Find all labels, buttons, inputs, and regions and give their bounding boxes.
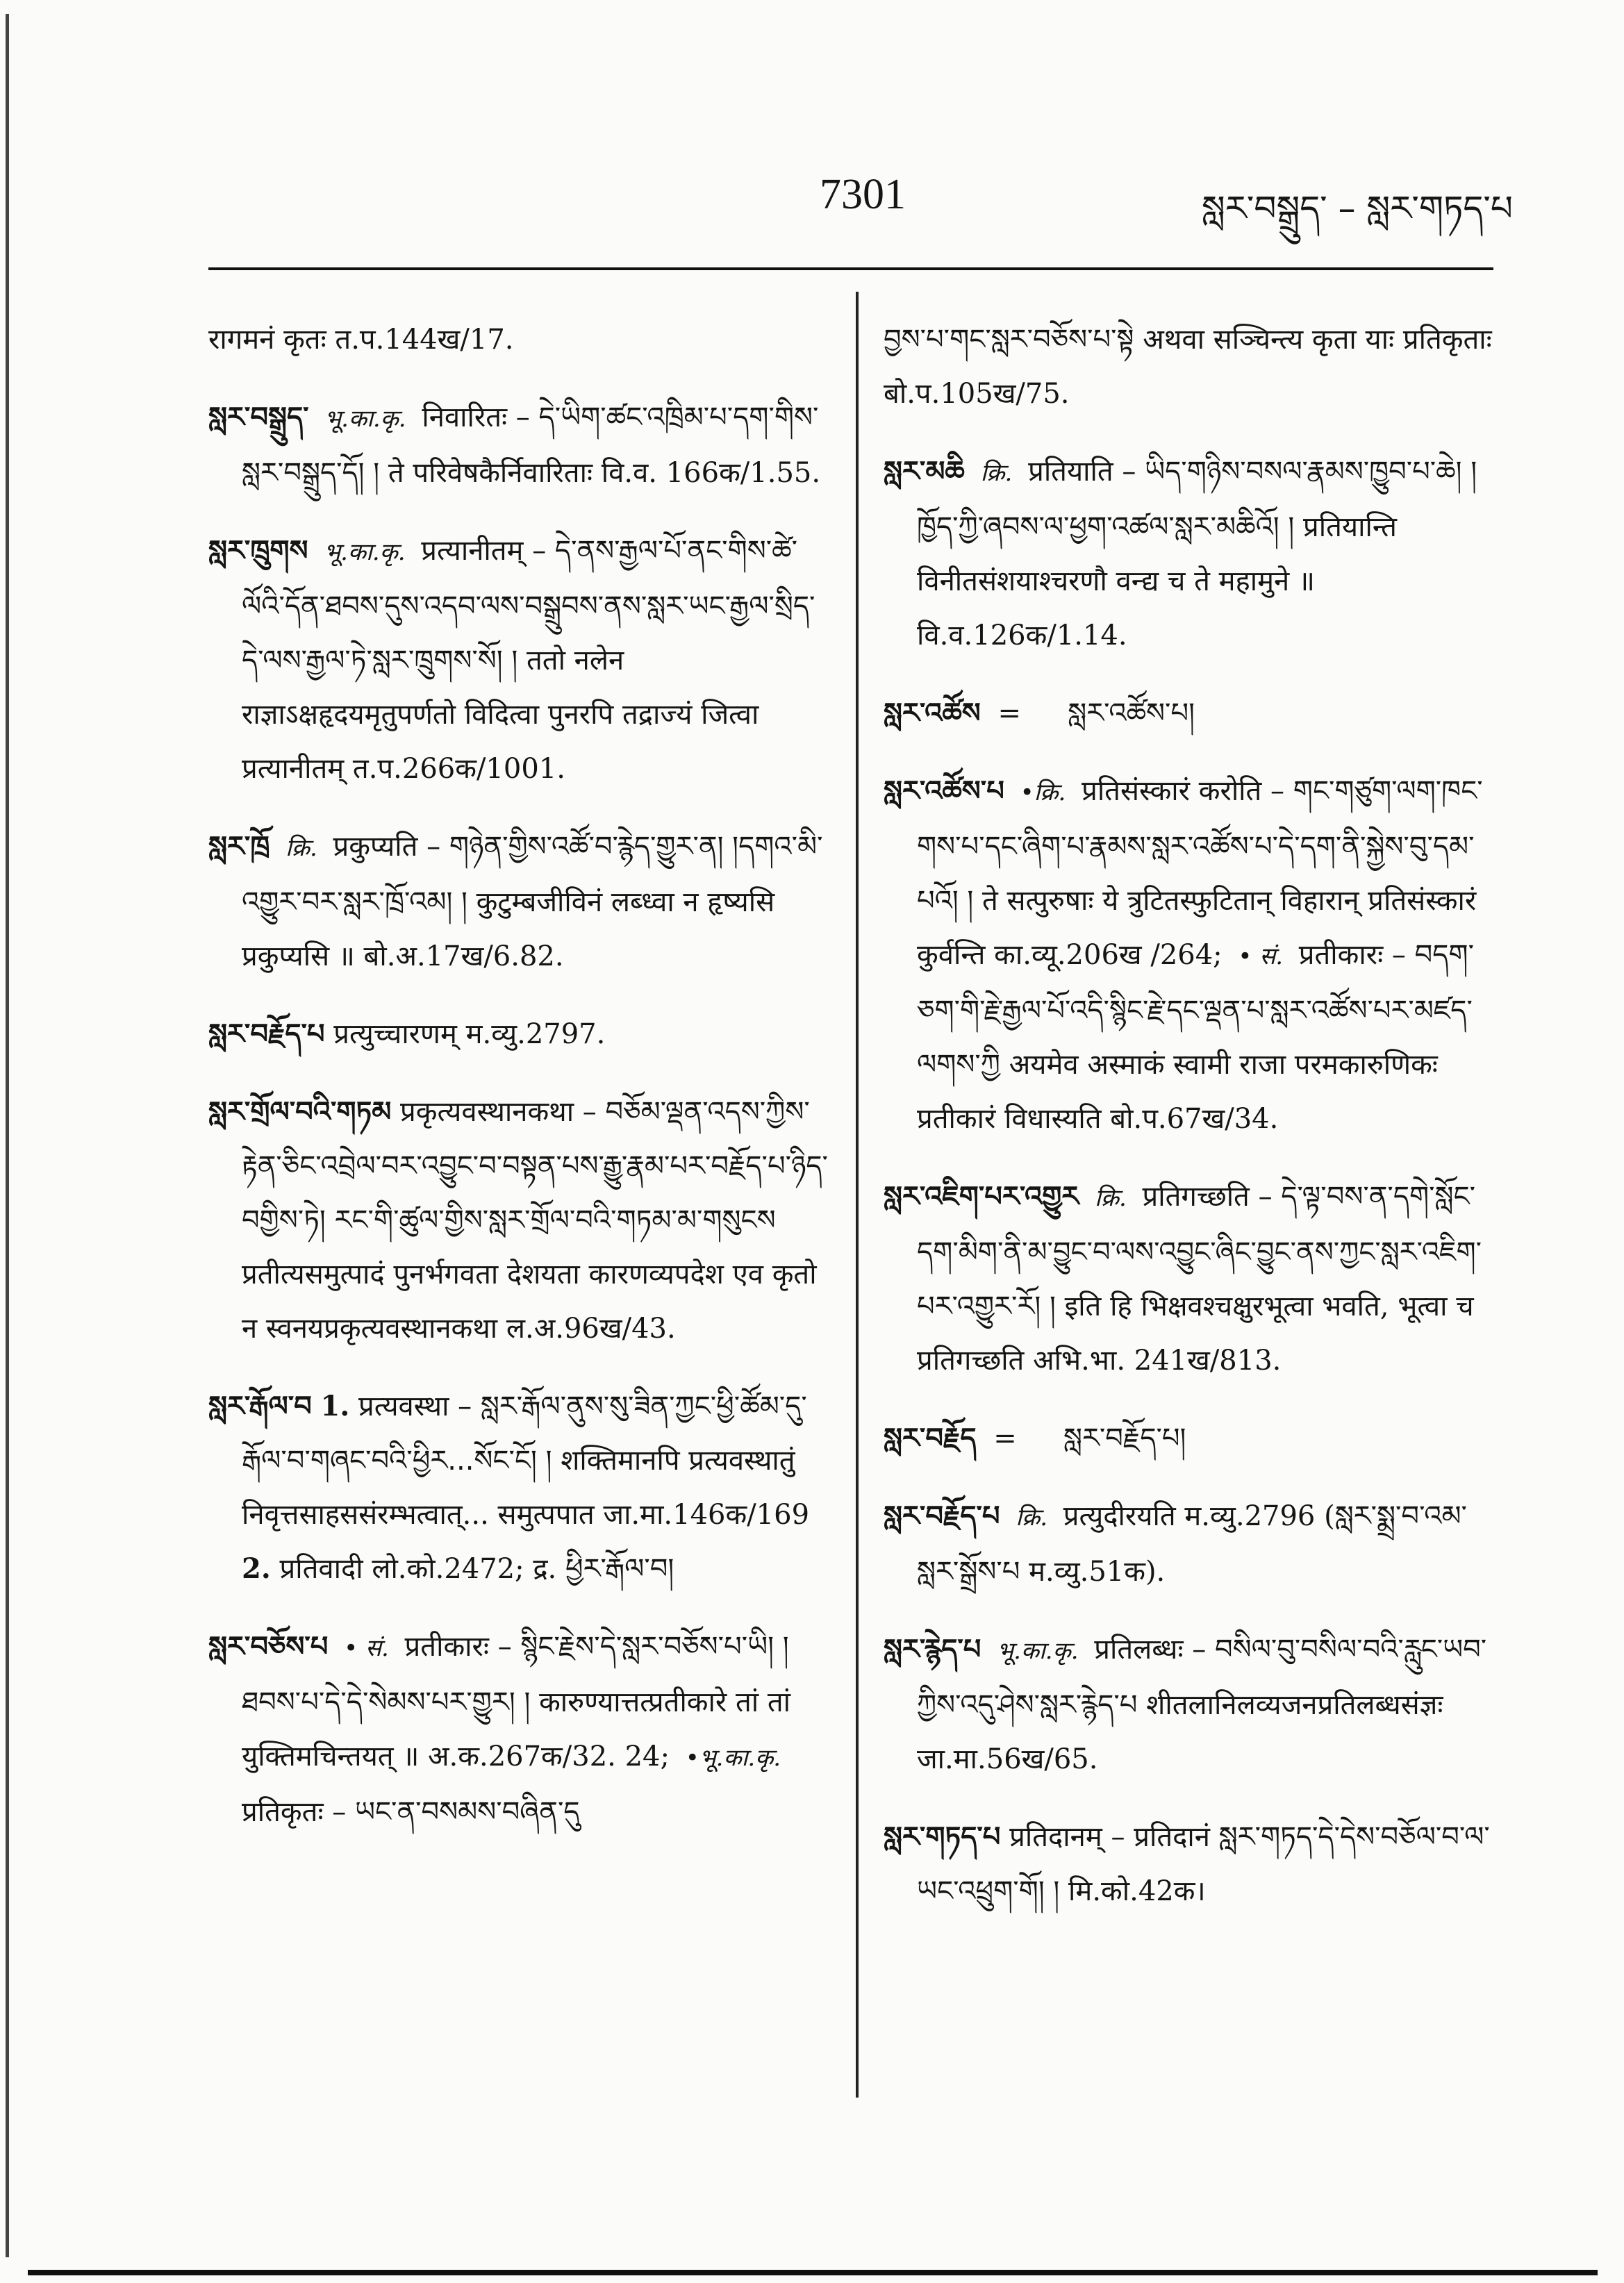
entry-text: रागमनं कृतः त.प.144ख/17.: [208, 324, 514, 356]
tibetan-example: སླར་རྒོལ་ནུས་སུ་ཟིན་ཀྱང་ཕྱི་ཚོམ་དུ་རྒོལ་བ་གཞང་བའི་ཕྱིར...སོང་ངོ། །: [242, 1390, 807, 1477]
source-reference: म.व्यु.51क).: [1029, 1556, 1166, 1588]
sanskrit-equivalent: निवारितः –: [422, 401, 530, 433]
sanskrit-equivalent: प्रत्युदीरयति: [1063, 1500, 1176, 1532]
grammar-label: भू.का.कृ.: [997, 1637, 1079, 1665]
dictionary-entry: [208, 820, 834, 983]
sanskrit-equivalent: प्रतिगच्छति –: [1142, 1181, 1273, 1213]
sanskrit-equivalent: प्रकुप्यति –: [333, 831, 441, 863]
dictionary-entry: སླར་བརྗོད = སླར་བརྗོད་པ།: [884, 1422, 1186, 1454]
headword: སླར་བཅོས་པ: [208, 1631, 329, 1663]
sanskrit-example: प्रतीत्यसमुत्पादं पुनर्भगवता देशयता कारणव्यपदेश एव कृतो न स्वनयप्रकृत्यवस्थानकथा: [242, 1259, 817, 1345]
sanskrit-example: ते सत्पुरुषाः ये त्रुटितस्फुटितान् विहारान् प्रतिसंस्कारं कुर्वन्ति: [917, 885, 1477, 971]
right-column: [884, 313, 1495, 1942]
dictionary-entry: [208, 1379, 834, 1596]
grammar-label: •क्रि.: [1020, 779, 1066, 806]
headword: སླར་འཚོས་པ: [884, 775, 1004, 807]
headword: སླར་ཁྲུགས: [208, 535, 308, 567]
tibetan-example: གང་གཙུག་ལག་ཁང་གས་པ་དང་ཞིག་པ་རྣམས་སླར་འཚོས་པ་དེ་དག་ནི་སྐྱེས་བུ་དམ་པའོ། །: [917, 775, 1483, 917]
dictionary-entry: [884, 1810, 1495, 1918]
source-reference: बो.प.67ख/34.: [1110, 1103, 1279, 1135]
headword: སླར་བརྗོད: [884, 1422, 977, 1454]
source-reference: वि.व. 166क/1.55.: [601, 457, 821, 489]
grammar-label: • सं.: [1238, 943, 1284, 970]
cross-reference-label: द्र.: [533, 1553, 557, 1585]
dictionary-entry: [884, 1622, 1495, 1786]
headword: སླར་བསྒྲུད་: [208, 401, 309, 433]
dictionary-entry: [884, 1170, 1495, 1388]
source-reference: म.व्यु.2797.: [465, 1018, 606, 1050]
source-reference: अभि.भा. 241ख/813.: [1033, 1345, 1282, 1377]
continued-entry: [208, 313, 834, 367]
source-reference: बो.अ.17ख/6.82.: [363, 940, 564, 972]
grammar-label: भू.का.कृ.: [324, 538, 406, 566]
sanskrit-example: ते परिवेषकैर्निवारिताः: [388, 457, 593, 489]
sanskrit-equivalent: प्रतिसंस्कारं करोति –: [1082, 775, 1285, 807]
headword: སླར་འཇིག་པར་འགྱུར: [884, 1181, 1079, 1213]
tibetan-example: བདག་ཅག་གི་རྗེ་རྒྱལ་པོ་འདི་སྙིང་རྗེ་དང་ལྡན་པ་སླར་འཚོས་པར་མཛད་ལགས་ཀྱི: [917, 939, 1474, 1081]
sanskrit-equivalent: प्रकृत्यवस्थानकथा –: [400, 1096, 597, 1128]
tibetan-example: དེ་ལྟ་བས་ན་དགེ་སློང་དག་མིག་ནི་མ་བྱུང་བ་ལས་འབྱུང་ཞིང་བྱུང་ནས་ཀྱང་སླར་འཇིག་པར་འགྱུར་རོ། །: [917, 1181, 1482, 1322]
tibetan-example: བསིལ་བུ་བསིལ་བའི་རླུང་ཡབ་ཀྱིས་འདུ་ཤེས་སླར་རྙེད་པ: [917, 1634, 1487, 1721]
sanskrit-example: कुटुम्बजीविनं लब्ध्वा न हृष्यसि प्रकुप्यसि ॥: [242, 886, 775, 972]
tibetan-example: གཉེན་གྱིས་འཚོ་བ་རྙེད་གྱུར་ན། །དགའ་མི་འགྱུར་བར་སླར་ཁྲོ་འམ། །: [242, 831, 823, 918]
header-rule: [208, 267, 1493, 270]
sanskrit-example: अयमेव अस्माकं स्वामी राजा परमकारुणिकः प्रतीकारं विधास्यति: [917, 1049, 1438, 1135]
tibetan-example: ཡིད་གཉིས་བསལ་རྣམས་ཁྱུབ་པ་ཆེ། །ཁྱོད་ཀྱི་ཞབས་ལ་ཕྱག་འཚལ་སླར་མཆིའོ། །: [917, 456, 1477, 543]
column-divider: [856, 292, 859, 2098]
source-reference: जा.मा.56ख/65.: [917, 1743, 1098, 1775]
source-reference: बो.प.105ख/75.: [884, 378, 1070, 410]
sanskrit-equivalent: प्रत्युच्चारणम्: [333, 1018, 457, 1050]
source-reference: अ.क.267क/32. 24;: [428, 1741, 670, 1773]
tibetan-example: སྙིང་རྗེས་དེ་སླར་བཅོས་པ་ཡི། །ཐབས་པ་དེ་དེ་སེམས་པར་གྱུར། །: [242, 1631, 789, 1718]
source-reference: त.प.266क/1001.: [352, 753, 565, 785]
sanskrit-equivalent: प्रत्यानीतम् –: [421, 535, 547, 567]
sanskrit-equivalent: प्रतिदानम् –: [1009, 1821, 1125, 1853]
running-head: སླར་བསྒྲུད་ – སླར་གཏད་པ: [1202, 188, 1513, 229]
sanskrit-example: ततो नलेन राज्ञाऽक्षहृदयमृतुपर्णतो विदित्वा पुनरपि तद्राज्यं जित्वा प्रत्यानीतम्: [242, 645, 759, 785]
sanskrit-equivalent: प्रतियाति –: [1028, 456, 1136, 488]
dictionary-entry: [208, 1085, 834, 1356]
sanskrit-equivalent: प्रतिवादी: [279, 1553, 363, 1585]
dictionary-entry: [884, 764, 1495, 1146]
dictionary-entry: [208, 390, 834, 500]
left-column: [208, 313, 834, 1863]
sense-number: 2.: [242, 1552, 271, 1585]
headword: སླར་རྙེད་པ: [884, 1634, 981, 1666]
sanskrit-equivalent: प्रत्यवस्था –: [358, 1390, 472, 1422]
headword: སླར་ཁྲོ: [208, 831, 270, 863]
bottom-edge: [28, 2270, 1598, 2275]
tibetan-example: སླར་གཏད་དེ་དེས་བཅོལ་བ་ལ་ཡང་འཕྲུག་གོ། །: [917, 1821, 1490, 1907]
dictionary-entry: [208, 1620, 834, 1839]
dictionary-entry: [208, 524, 834, 796]
tibetan-example: དེ་ནས་རྒྱལ་པོ་ནང་གིས་ཚེ་ལོའི་དོན་ཐབས་དུས་འདབ་ལས་བསྒྲུབས་ནས་སླར་ཡང་རྒྱལ་སྲིད་དེ་ལས་རྒྱལ་ཏེ་སླར་ཁྲུགས་སོ། །: [242, 535, 815, 676]
page-number: 7301: [820, 171, 906, 218]
sanskrit-example: अथवा सञ्चिन्त्य कृता याः प्रतिकृताः: [1143, 324, 1492, 356]
source-reference: ल.अ.96ख/43.: [506, 1313, 676, 1345]
grammar-label: क्रि.: [285, 834, 317, 862]
headword: སླར་གྲོལ་བའི་གཏམ: [208, 1096, 392, 1128]
dictionary-entry: [884, 445, 1495, 663]
source-reference: का.व्यू.206ख /264;: [994, 939, 1223, 971]
tibetan-example: བྱས་པ་གང་སླར་བཅོས་པ་སྟེ: [884, 324, 1134, 356]
source-reference: म.व्यु.2796 (: [1184, 1500, 1335, 1532]
sanskrit-equivalent: प्रतिकृतः –: [242, 1796, 347, 1828]
sanskrit-example: प्रतियान्ति विनीतसंशयाश्चरणौ वन्द्य च ते महामुने ॥: [917, 511, 1397, 597]
headword: སླར་རྒོལ་བ: [208, 1390, 312, 1422]
headword: སླར་མཆི: [884, 456, 965, 488]
cross-reference: ཕྱིར་རྒོལ་བ།: [565, 1553, 674, 1585]
headword: སླར་བརྗོད་པ: [884, 1500, 1000, 1532]
headword: སླར་འཚོས: [884, 697, 981, 729]
sanskrit-example: शक्तिमानपि प्रत्यवस्थातुं निवृत्तसाहससंरम्भत्वात्... समुत्पपात: [242, 1445, 795, 1531]
sense-number: 1.: [320, 1390, 350, 1422]
cross-reference: སླར་བརྗོད་པ།: [1063, 1422, 1186, 1454]
source-reference: जा.मा.146क/169: [603, 1499, 810, 1531]
sanskrit-example: कारुण्यात्तत्प्रतीकारे तां तां युक्तिमचिन्तयत् ॥: [242, 1686, 790, 1773]
grammar-label: •भू.का.कृ.: [685, 1744, 781, 1772]
tibetan-example: ཡང་ན་བསམས་བཞིན་དུ: [354, 1796, 580, 1828]
headword: སླར་གཏད་པ: [884, 1821, 1001, 1853]
sanskrit-equivalent: प्रतीकारः –: [1298, 939, 1406, 971]
source-reference: वि.व.126क/1.14.: [917, 620, 1127, 651]
sanskrit-equivalent: प्रतीकारः –: [404, 1631, 512, 1663]
grammar-label: भू.का.कृ.: [324, 405, 406, 433]
dictionary-entry: [884, 1489, 1495, 1599]
headword: སླར་བརྗོད་པ: [208, 1018, 325, 1050]
continued-entry: [884, 313, 1495, 421]
dictionary-entry: སླར་འཚོས = སླར་འཚོས་པ།: [884, 697, 1195, 729]
sanskrit-example: इति हि भिक्षवश्चक्षुरभूत्वा भवति, भूत्वा च प्रतिगच्छति: [917, 1290, 1474, 1377]
grammar-label: क्रि.: [980, 459, 1013, 487]
grammar-label: क्रि.: [1095, 1184, 1127, 1212]
tibetan-example: བཅོམ་ལྡན་འདས་ཀྱིས་རྟེན་ཅིང་འབྲེལ་བར་འབྱུང་བ་བསྟན་པས་རྒྱུ་རྣམ་པར་བརྗོད་པ་ཉིད་བགྱིས་ཏེ། རང་གི་ཚུལ་གྱིས་སླར་གྲོལ་བའི་གཏམ་མ་གསུངས: [242, 1096, 828, 1236]
grammar-label: क्रि.: [1016, 1504, 1048, 1531]
dictionary-entry: [208, 1007, 834, 1061]
source-reference: लो.को.2472;: [372, 1553, 524, 1585]
grammar-label: • सं.: [344, 1634, 389, 1662]
binding-edge: [6, 14, 9, 2257]
cross-reference: སླར་འཚོས་པ།: [1068, 697, 1195, 729]
source-reference: मि.को.42क।: [1068, 1875, 1206, 1907]
sanskrit-example: प्रतिदानं: [1134, 1821, 1210, 1853]
tibetan-example: དེ་ཡིག་ཚང་འཁྲིམ་པ་དག་གིས་སླར་བསྒྲུད་དོ། །: [242, 401, 819, 489]
sanskrit-example: शीतलानिलव्यजनप्रतिलब्धसंज्ञः: [1146, 1689, 1443, 1721]
sanskrit-equivalent: प्रतिलब्धः –: [1094, 1634, 1207, 1666]
tibetan-variant: སླར་སྨྲ་བ་འམ་སླར་སྒྲོས་པ: [917, 1500, 1467, 1588]
